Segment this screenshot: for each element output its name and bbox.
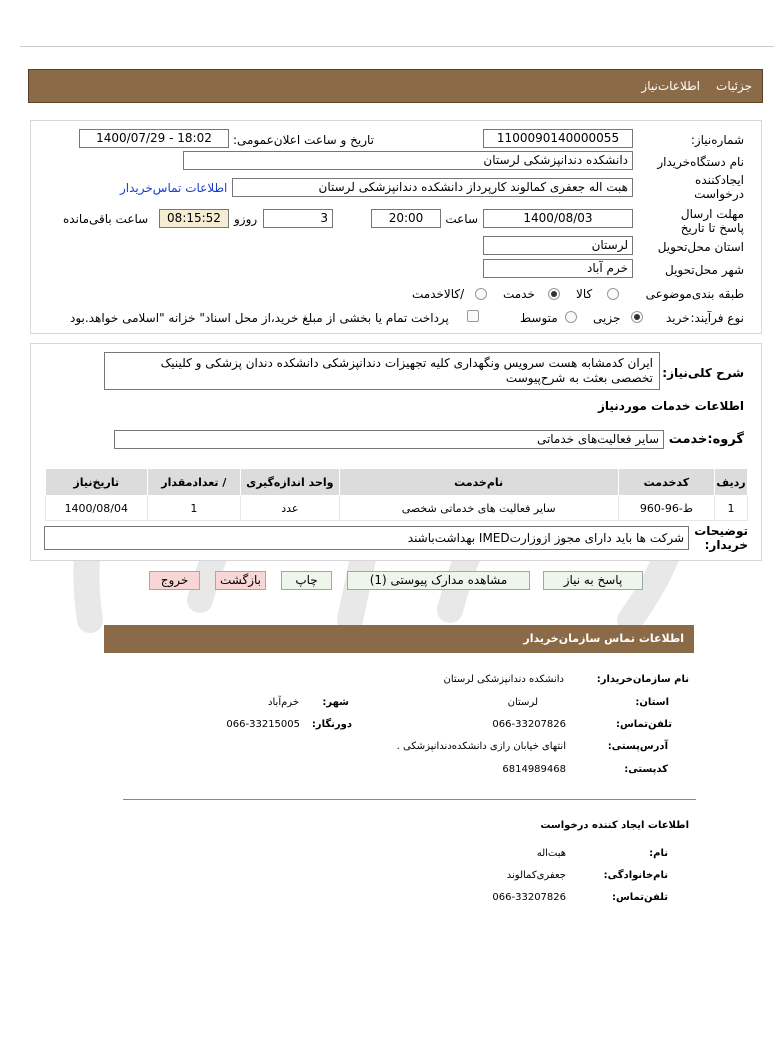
- buyer-notes-field: شرکت ها باید دارای مجوز ازوزارتIMED بهداشت‌باشند: [44, 526, 689, 550]
- services-table-header: [46, 469, 748, 496]
- need-number-field[interactable]: 1100090140000055: [483, 129, 633, 148]
- buyer-contact-link[interactable]: اطلاعات تماس‌خریدار: [120, 181, 228, 195]
- col-quantity: / تعدادمقدار: [147, 469, 241, 496]
- section-divider: [123, 799, 696, 800]
- contact-postal-value: 6814989468: [502, 764, 566, 775]
- service-group-field[interactable]: سایر فعالیت‌های خدماتی: [114, 430, 664, 449]
- buyer-contact-section-title: اطلاعات تماس سازمان‌خریدار: [523, 632, 684, 645]
- creator-field[interactable]: هبت اله جعفری کمالوند کارپرداز دانشکده دندانپزشکی لرستان: [232, 178, 633, 197]
- tab-details[interactable]: جزئیات: [716, 79, 752, 93]
- services-table: [45, 468, 748, 521]
- category-service-radio[interactable]: [548, 288, 560, 300]
- category-label: طبقه بندی‌موضوعی: [645, 287, 744, 301]
- contact-org-label: نام سازمان‌خریدار:: [596, 674, 689, 685]
- category-service-label: خدمت: [503, 287, 535, 301]
- contact-fax-label: دورنگار:: [311, 719, 352, 730]
- process-medium-radio[interactable]: [565, 311, 577, 323]
- top-divider: [20, 46, 774, 47]
- contact-fax-value: 066-33215005: [226, 719, 300, 730]
- service-group-label: گروه:خدمت: [668, 432, 744, 447]
- contact-phone-value: 066-33207826: [492, 719, 566, 730]
- services-title: اطلاعات خدمات موردنیاز: [597, 399, 744, 413]
- cell-unit: عدد: [241, 496, 339, 521]
- col-service-name: نام‌خدمت: [339, 469, 618, 496]
- cell-quantity: 1: [147, 496, 241, 521]
- remaining-time-label: ساعت باقی‌مانده: [63, 212, 149, 226]
- view-attachments-button[interactable]: مشاهده مدارک پیوستی (1): [347, 571, 530, 590]
- contact-postal-label: کدپستی:: [624, 764, 668, 775]
- province-field[interactable]: لرستان: [483, 236, 633, 255]
- province-label: استان محل‌تحویل: [657, 240, 744, 254]
- contact-address-label: آدرس‌پستی:: [607, 741, 668, 752]
- treasury-payment-checkbox[interactable]: [467, 310, 479, 322]
- reply-button[interactable]: پاسخ به نیاز: [543, 571, 643, 590]
- col-service-code: کدخدمت: [618, 469, 714, 496]
- deadline-label: مهلت ارسال پاسخ تا تاریخ: [680, 207, 744, 235]
- cell-service-code: ط-96-960: [618, 496, 714, 521]
- contact-city-value: خرم‌آباد: [268, 697, 299, 708]
- process-minor-label: جزیی: [593, 311, 621, 325]
- col-unit: واحد اندازه‌گیری: [241, 469, 339, 496]
- category-goods-service-label: /کالاخدمت: [412, 287, 465, 301]
- cell-need-date: 1400/08/04: [46, 496, 148, 521]
- category-goods-label: کالا: [576, 287, 593, 301]
- process-medium-label: متوسط: [520, 311, 558, 325]
- buyer-contact-section-bar: [104, 625, 694, 653]
- creator-family-label: نام‌خانوادگی:: [603, 870, 668, 881]
- contact-city-label: شهر:: [322, 697, 349, 708]
- creator-name-label: نام:: [649, 848, 668, 859]
- exit-button[interactable]: خروج: [149, 571, 200, 590]
- col-need-date: تاریخ‌نیاز: [46, 469, 148, 496]
- category-goods-radio[interactable]: [607, 288, 619, 300]
- description-box: [104, 352, 660, 390]
- creator-family-value: جعفری‌کمالوند: [506, 870, 566, 881]
- deadline-time-field[interactable]: 20:00: [371, 209, 441, 228]
- cell-row: 1: [715, 496, 748, 521]
- creator-name-value: هبت‌اله: [536, 848, 566, 859]
- city-label: شهر محل‌تحویل: [665, 263, 744, 277]
- contact-address-value: انتهای خیابان رازی دانشکده‌دندانپزشکی .: [396, 741, 566, 752]
- creator-info-title: اطلاعات ایجاد کننده درخواست: [540, 820, 689, 831]
- creator-phone-value: 066-33207826: [492, 892, 566, 903]
- print-button[interactable]: چاپ: [281, 571, 332, 590]
- process-label: نوع فرآیند:: [690, 311, 744, 325]
- city-field[interactable]: خرم آباد: [483, 259, 633, 278]
- deadline-time-label: ساعت: [445, 212, 478, 226]
- description-label: شرح کلی‌نیاز:: [662, 366, 744, 380]
- col-row: ردیف: [715, 469, 748, 496]
- process-buy-label: خرید: [666, 311, 690, 325]
- contact-org-value: دانشکده دندانپزشکی لرستان: [443, 674, 564, 685]
- contact-province-value: لرستان: [507, 697, 538, 708]
- back-button[interactable]: بازگشت: [215, 571, 266, 590]
- description-line-1: ایران کدمشابه هست سرویس ونگهداری کلیه تجهیزات دندانپزشکی دانشکده دندان پزشکی و کلینیک: [160, 356, 653, 370]
- deadline-date-field[interactable]: 1400/08/03: [483, 209, 633, 228]
- creator-phone-label: تلفن‌تماس:: [611, 892, 668, 903]
- cell-service-name: سایر فعالیت های خدماتی شخصی: [339, 496, 618, 521]
- need-number-label: شماره‌نیاز:: [690, 133, 744, 147]
- header-tab-bar: [28, 69, 763, 103]
- announce-label: تاریخ و ساعت اعلان‌عمومی:: [232, 133, 374, 147]
- process-minor-radio[interactable]: [631, 311, 643, 323]
- days-remaining-field[interactable]: 3: [263, 209, 333, 228]
- buyer-notes-label: توضیحات خریدار:: [694, 524, 748, 552]
- category-goods-service-radio[interactable]: [475, 288, 487, 300]
- contact-phone-label: تلفن‌تماس:: [615, 719, 672, 730]
- announce-date-field[interactable]: 1400/07/29 - 18:02: [79, 129, 229, 148]
- table-row: [46, 496, 748, 521]
- days-label: روزو: [234, 212, 258, 226]
- creator-label: ایجادکننده درخواست: [694, 173, 744, 201]
- contact-province-label: استان:: [635, 697, 669, 708]
- buyer-org-label: نام دستگاه‌خریدار: [657, 155, 744, 169]
- treasury-payment-note: پرداخت تمام یا بخشی از مبلغ خرید،از محل اسناد" خزانه "اسلامی خواهد.بود: [70, 311, 449, 325]
- remaining-time-field: 08:15:52: [159, 209, 229, 228]
- tab-need-info[interactable]: اطلاعات‌نیاز: [641, 79, 700, 93]
- description-line-2: تخصصی بعثت به شرح‌پیوست: [505, 371, 653, 385]
- buyer-org-field[interactable]: دانشکده دندانپزشکی لرستان: [183, 151, 633, 170]
